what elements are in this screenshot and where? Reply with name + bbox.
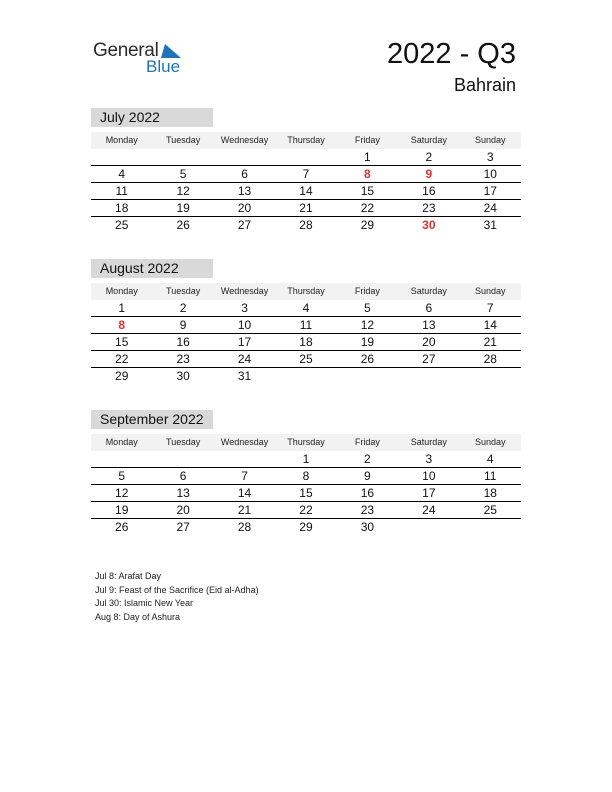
weekday-header-row xyxy=(91,434,521,451)
holiday-note: Jul 8: Arafat Day xyxy=(95,571,162,581)
date-cell: 9 xyxy=(364,469,371,483)
date-cell: 12 xyxy=(360,318,375,332)
date-cell: 21 xyxy=(483,335,497,349)
weekday-label: Thursday xyxy=(287,286,325,296)
weekday-header-row xyxy=(91,283,521,300)
date-cell: 26 xyxy=(360,352,375,366)
date-cell: 17 xyxy=(422,486,436,500)
date-cell: 11 xyxy=(115,184,128,198)
date-cell: 31 xyxy=(483,218,497,232)
week-row xyxy=(91,485,521,502)
holiday-date-cell: 30 xyxy=(422,218,436,232)
date-cell: 13 xyxy=(237,184,252,198)
date-cell: 25 xyxy=(115,218,129,232)
date-cell xyxy=(214,451,275,467)
date-cell xyxy=(398,368,459,384)
week-row xyxy=(91,317,521,334)
holiday-notes xyxy=(95,570,259,624)
date-cell: 27 xyxy=(176,520,190,534)
date-cell: 1 xyxy=(302,452,310,466)
date-cell: 8 xyxy=(302,469,310,483)
date-cell xyxy=(398,519,459,535)
date-cell: 19 xyxy=(360,335,375,349)
date-cell: 24 xyxy=(237,352,252,366)
date-cell: 10 xyxy=(422,469,436,483)
date-cell xyxy=(460,368,521,384)
date-cell: 1 xyxy=(118,301,126,315)
date-cell: 16 xyxy=(176,335,190,349)
date-cell: 26 xyxy=(176,218,190,232)
holiday-date-cell: 9 xyxy=(425,167,433,181)
date-cell: 20 xyxy=(176,503,190,517)
date-cell xyxy=(152,451,213,467)
date-cell xyxy=(337,368,398,384)
date-cell: 28 xyxy=(299,218,313,232)
weekday-label: Monday xyxy=(105,286,138,296)
date-cell: 15 xyxy=(299,486,313,500)
date-cell: 30 xyxy=(360,520,375,534)
holiday-note: Jul 30: Islamic New Year xyxy=(95,598,194,608)
date-cell: 5 xyxy=(179,167,187,181)
weekday-label: Wednesday xyxy=(220,135,269,145)
date-cell: 3 xyxy=(425,452,433,466)
month-title: August 2022 xyxy=(91,259,213,278)
date-cell: 24 xyxy=(483,201,497,215)
date-cell: 19 xyxy=(115,503,129,517)
date-cell: 14 xyxy=(299,184,313,198)
date-cell: 23 xyxy=(422,201,436,215)
date-cell: 21 xyxy=(299,201,313,215)
date-cell: 26 xyxy=(115,520,129,534)
date-cell: 3 xyxy=(241,301,248,315)
weekday-label: Saturday xyxy=(410,135,447,145)
week-row xyxy=(91,217,521,233)
date-cell: 6 xyxy=(425,301,433,315)
date-cell: 28 xyxy=(483,352,497,366)
date-cell: 18 xyxy=(299,335,313,349)
week-row xyxy=(91,368,521,384)
week-row xyxy=(91,300,521,317)
weekday-label: Wednesday xyxy=(220,437,269,447)
date-cell: 12 xyxy=(176,184,190,198)
weekday-label: Thursday xyxy=(287,437,325,447)
date-cell: 24 xyxy=(422,503,436,517)
date-cell: 3 xyxy=(486,150,494,164)
date-cell: 21 xyxy=(237,503,252,517)
country-name: Bahrain xyxy=(453,75,516,95)
date-cell: 27 xyxy=(237,218,252,232)
weekday-label: Tuesday xyxy=(166,437,201,447)
weekday-label: Sunday xyxy=(474,135,506,145)
weekday-label: Friday xyxy=(354,135,380,145)
date-cell: 20 xyxy=(237,201,252,215)
month-title: July 2022 xyxy=(91,108,213,127)
date-cell: 12 xyxy=(115,486,129,500)
date-cell: 19 xyxy=(176,201,190,215)
date-cell: 7 xyxy=(302,167,310,181)
date-cell: 16 xyxy=(422,184,436,198)
date-cell: 15 xyxy=(115,335,129,349)
week-row xyxy=(91,502,521,519)
date-cell: 2 xyxy=(425,150,433,164)
date-cell: 22 xyxy=(360,201,375,215)
date-cell: 18 xyxy=(483,486,497,500)
date-cell: 25 xyxy=(299,352,313,366)
date-cell: 4 xyxy=(302,301,310,315)
date-cell: 10 xyxy=(483,167,497,181)
logo-triangle-icon xyxy=(161,44,181,58)
date-cell: 23 xyxy=(176,352,190,366)
date-cell: 1 xyxy=(364,150,371,164)
date-cell: 22 xyxy=(115,352,129,366)
date-cell: 17 xyxy=(237,335,252,349)
week-row xyxy=(91,451,521,468)
weekday-header-row xyxy=(91,132,521,149)
date-cell: 28 xyxy=(237,520,252,534)
date-cell: 7 xyxy=(241,469,248,483)
date-cell: 30 xyxy=(176,369,190,383)
date-cell: 2 xyxy=(364,452,371,466)
weekday-label: Wednesday xyxy=(220,286,269,296)
date-cell xyxy=(460,519,521,535)
weekday-label: Monday xyxy=(105,135,138,145)
date-cell xyxy=(214,149,275,165)
date-cell: 22 xyxy=(299,503,313,517)
logo-text-blue: Blue xyxy=(146,57,181,76)
holiday-note: Jul 9: Feast of the Sacrifice (Eid al-Adha) xyxy=(95,584,259,595)
date-cell: 4 xyxy=(486,452,494,466)
page-title: 2022 - Q3 xyxy=(387,38,516,70)
date-cell: 31 xyxy=(237,369,252,383)
weekday-label: Saturday xyxy=(410,286,447,296)
weekday-label: Sunday xyxy=(474,437,506,447)
date-cell: 27 xyxy=(422,352,436,366)
date-cell: 6 xyxy=(241,167,248,181)
date-cell xyxy=(275,368,336,384)
holiday-date-cell: 8 xyxy=(118,318,126,332)
date-cell: 14 xyxy=(237,486,252,500)
weekday-label: Friday xyxy=(354,437,380,447)
weekday-label: Monday xyxy=(105,437,138,447)
date-cell: 29 xyxy=(360,218,375,232)
week-row xyxy=(91,149,521,166)
generalblue-logo xyxy=(93,40,193,80)
holiday-note: Aug 8: Day of Ashura xyxy=(95,611,181,622)
weekday-label: Sunday xyxy=(474,286,506,296)
weekday-label: Saturday xyxy=(410,437,447,447)
weekday-label: Friday xyxy=(354,286,380,296)
date-cell: 29 xyxy=(115,369,129,383)
date-cell: 25 xyxy=(483,503,497,517)
date-cell: 29 xyxy=(299,520,313,534)
date-cell xyxy=(275,149,336,165)
date-cell: 5 xyxy=(118,469,126,483)
weekday-label: Tuesday xyxy=(166,286,201,296)
date-cell: 17 xyxy=(483,184,497,198)
month-title: September 2022 xyxy=(91,410,213,429)
date-cell: 5 xyxy=(364,301,371,315)
date-cell xyxy=(91,451,152,467)
holiday-date-cell: 8 xyxy=(364,167,371,181)
date-cell xyxy=(91,149,152,165)
date-cell: 16 xyxy=(360,486,375,500)
month-calendar xyxy=(91,259,521,384)
date-cell: 14 xyxy=(483,318,497,332)
date-cell: 15 xyxy=(360,184,375,198)
date-cell: 7 xyxy=(486,301,494,315)
week-row xyxy=(91,519,521,535)
date-cell: 11 xyxy=(484,469,497,483)
week-row xyxy=(91,334,521,351)
week-row xyxy=(91,200,521,217)
week-row xyxy=(91,351,521,368)
date-cell: 4 xyxy=(118,167,126,181)
month-calendar xyxy=(91,108,521,233)
date-cell: 23 xyxy=(360,503,375,517)
month-calendar xyxy=(91,410,521,535)
date-cell: 11 xyxy=(299,318,313,332)
date-cell: 13 xyxy=(176,486,190,500)
week-row xyxy=(91,183,521,200)
date-cell: 18 xyxy=(115,201,129,215)
logo-text-general: General xyxy=(93,40,159,61)
date-cell: 2 xyxy=(179,301,187,315)
week-row xyxy=(91,166,521,183)
week-row xyxy=(91,468,521,485)
date-cell: 9 xyxy=(179,318,187,332)
date-cell: 10 xyxy=(237,318,252,332)
weekday-label: Tuesday xyxy=(166,135,201,145)
weekday-label: Thursday xyxy=(287,135,325,145)
date-cell: 20 xyxy=(422,335,436,349)
date-cell xyxy=(152,149,213,165)
date-cell: 13 xyxy=(422,318,436,332)
date-cell: 6 xyxy=(179,469,187,483)
